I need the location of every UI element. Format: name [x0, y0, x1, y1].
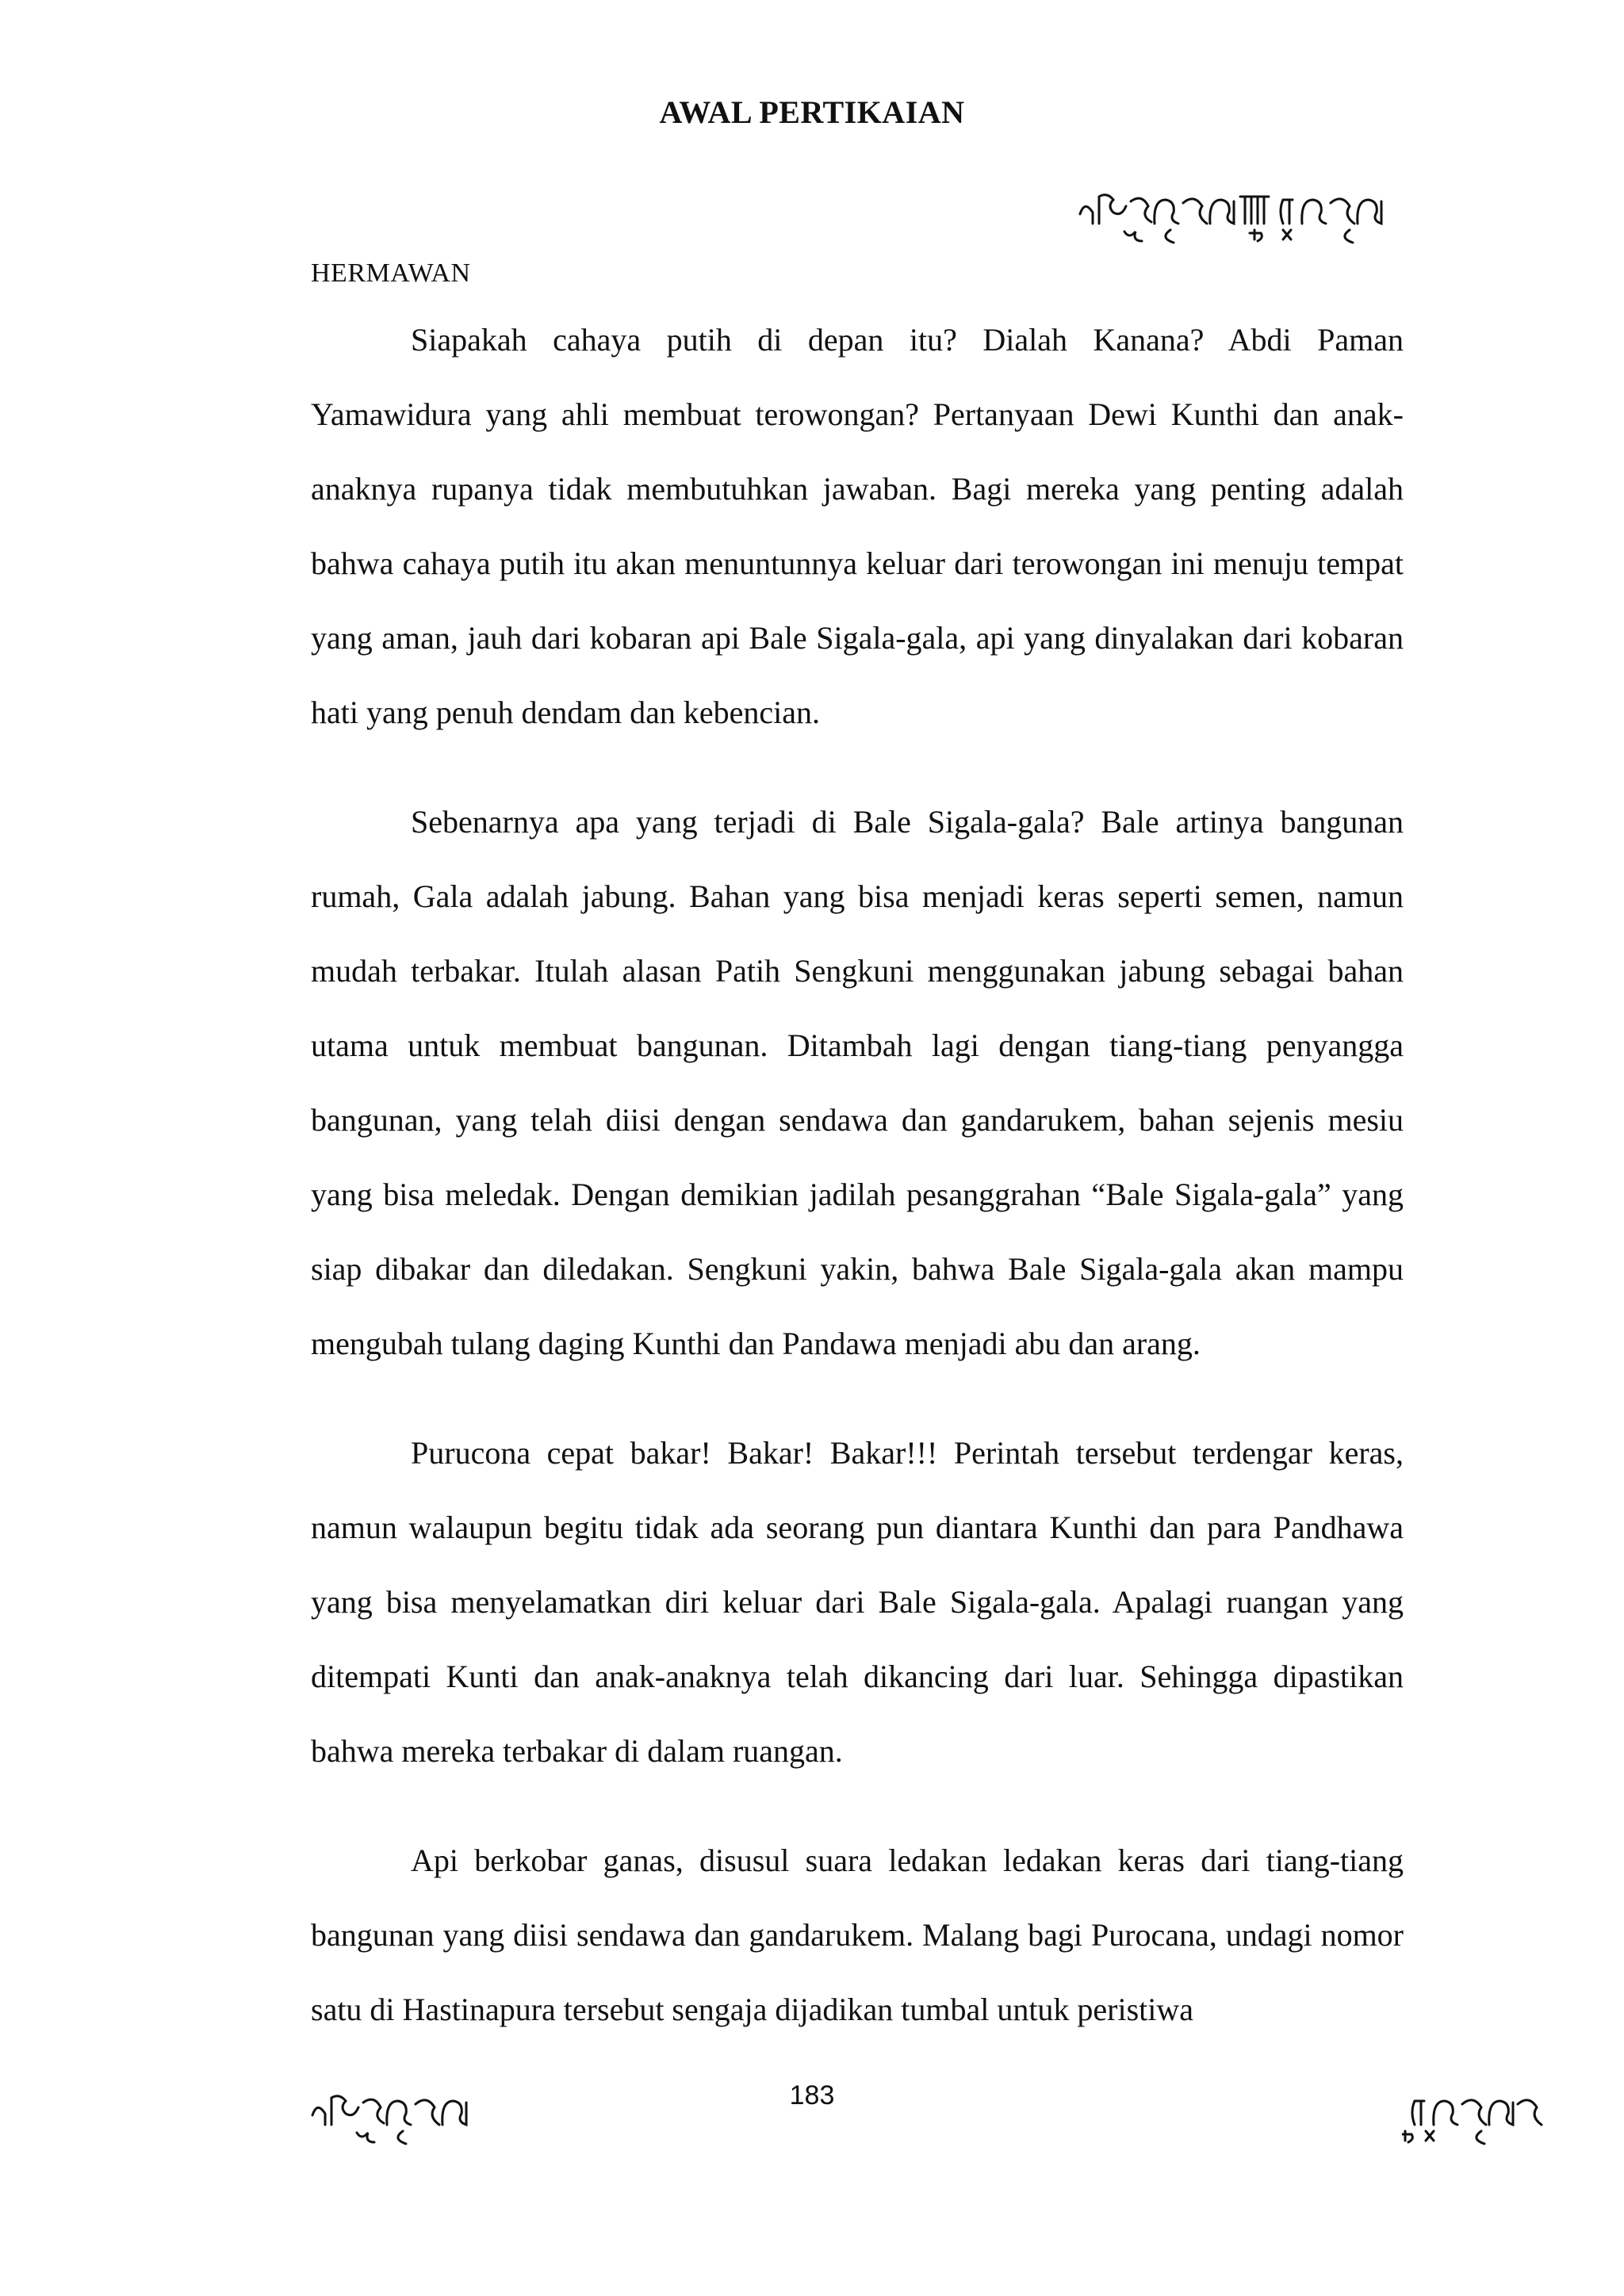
javanese-script-footer-left-icon	[308, 2085, 498, 2149]
paragraph: Siapakah cahaya putih di depan itu? Dialah Kanana? Abdi Paman Yamawidura yang ahli membuat terowongan? Pertanyaan Dewi Kunthi dan anak-anaknya rupanya tidak membutuhkan jawaban. Bagi mereka yang penting adalah bahwa cahaya putih itu akan menuntunnya keluar dari terowongan ini menuju tempat yang aman, jauh dari kobaran api Bale Sigala-gala, api yang dinyalakan dari kobaran hati yang penuh dendam dan kebencian.	[311, 322, 1404, 730]
paragraph: Purucona cepat bakar! Bakar! Bakar!!! Perintah tersebut terdengar keras, namun walaupun begitu tidak ada seorang pun diantara Kunthi dan para Pandhawa yang bisa menyelamatkan diri keluar dari Bale Sigala-gala. Apalagi ruangan yang ditempati Kunti dan anak-anaknya telah dikancing dari luar. Sehingga dipastikan bahwa mereka terbakar di dalam ruangan.	[311, 1435, 1404, 1769]
javanese-script-footer-right-icon	[1402, 2085, 1561, 2149]
paragraph: Api berkobar ganas, disusul suara ledakan ledakan keras dari tiang-tiang bangunan yang diisi sendawa dan gandarukem. Malang bagi Purocana, undagi nomor satu di Hastinapura tersebut sengaja dijadikan tumbal untuk peristiwa	[311, 1843, 1404, 2027]
page-number: 183	[789, 2080, 835, 2110]
javanese-script-header-icon	[1075, 184, 1408, 247]
body-text	[311, 303, 1404, 2082]
author-name: HERMAWAN	[311, 258, 471, 288]
page-title: AWAL PERTIKAIAN	[659, 94, 965, 130]
paragraph: Sebenarnya apa yang terjadi di Bale Sigala-gala? Bale artinya bangunan rumah, Gala adalah jabung. Bahan yang bisa menjadi keras seperti semen, namun mudah terbakar. Itulah alasan Patih Sengkuni menggunakan jabung sebagai bahan utama untuk membuat bangunan. Ditambah lagi dengan tiang-tiang penyangga bangunan, yang telah diisi dengan sendawa dan gandarukem, bahan sejenis mesiu yang bisa meledak. Dengan demikian jadilah pesanggrahan “Bale Sigala-gala” yang siap dibakar dan diledakan. Sengkuni yakin, bahwa Bale Sigala-gala akan mampu mengubah tulang daging Kunthi dan Pandawa menjadi abu dan arang.	[311, 804, 1404, 1361]
